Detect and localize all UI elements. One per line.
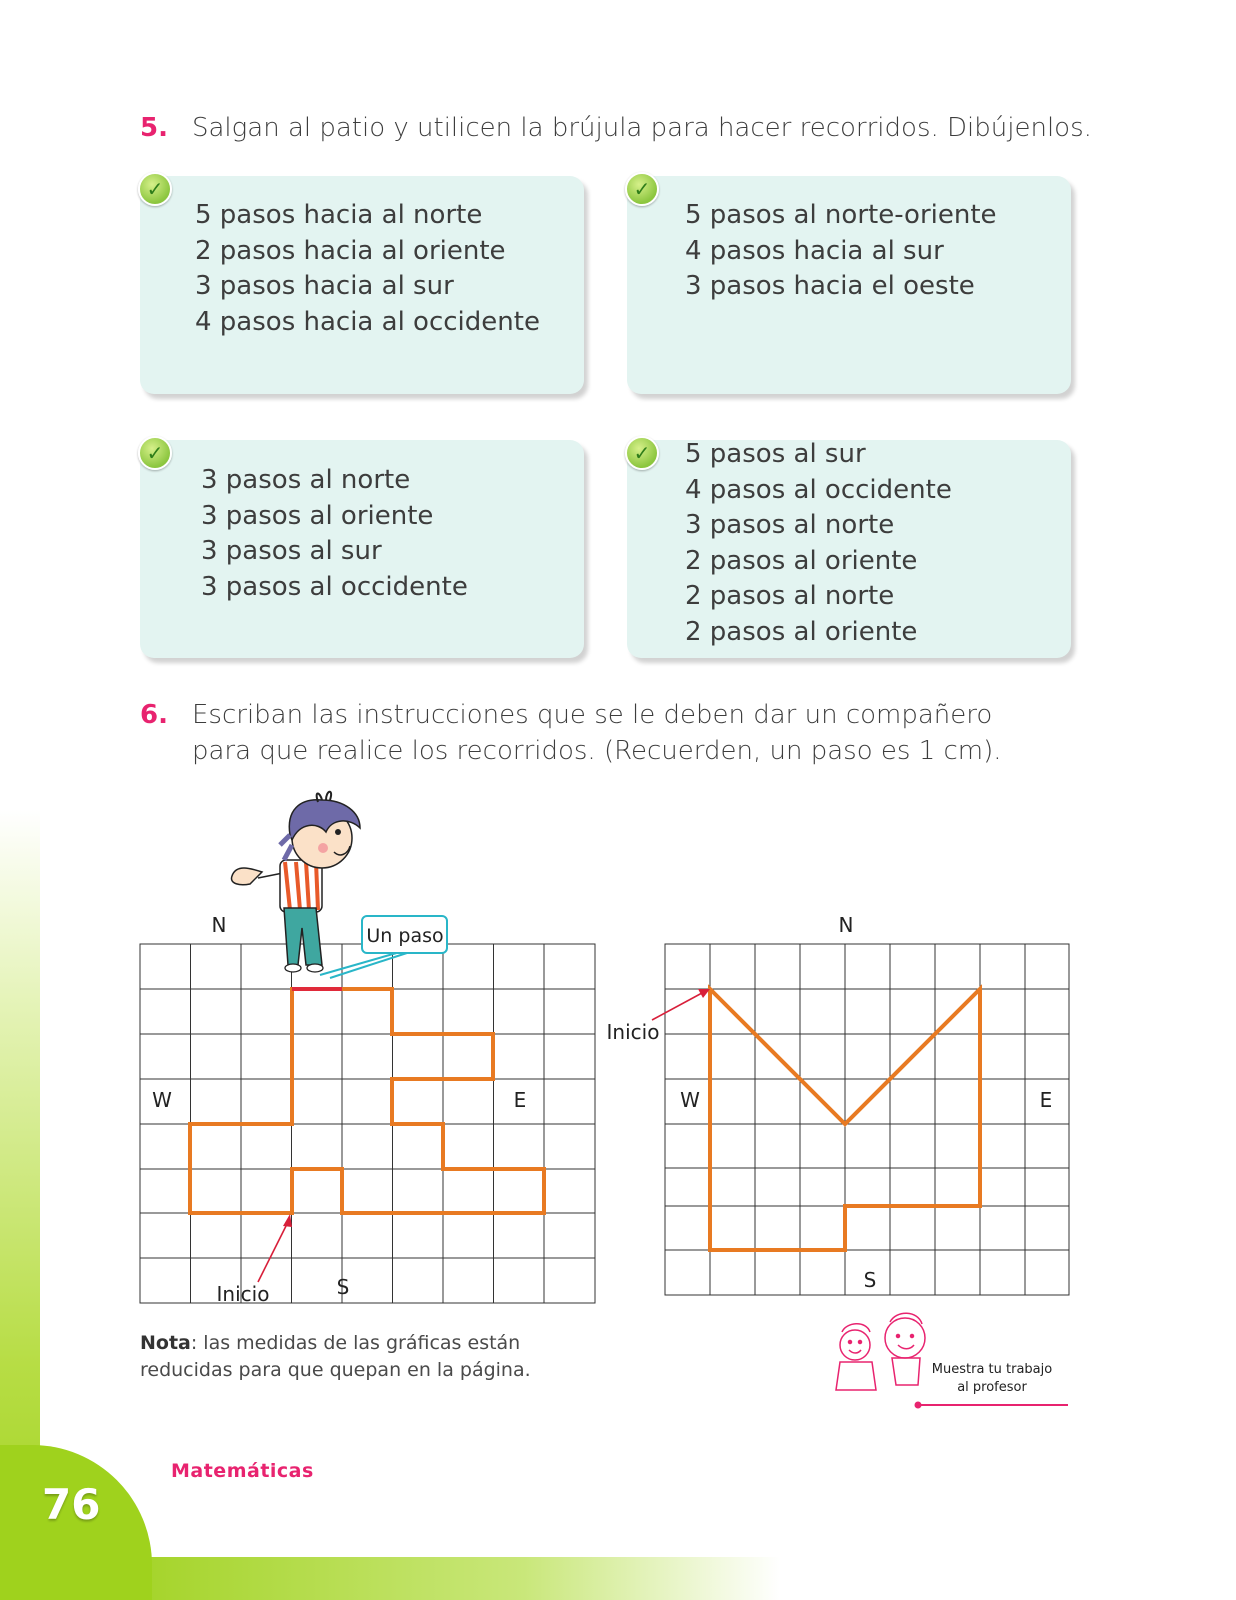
step-label: Un paso [366, 925, 444, 947]
instruction-line: 5 pasos al sur [685, 439, 866, 469]
instruction-line: 4 pasos hacia al sur [685, 235, 944, 266]
left-east-label: E [513, 1088, 527, 1112]
left-west-label: W [152, 1088, 172, 1112]
instruction-line: 4 pasos hacia al occidente [195, 306, 540, 337]
left-start-arrow [258, 1214, 292, 1282]
right-start-label: Inicio [606, 1020, 660, 1044]
right-start-arrow [652, 989, 710, 1020]
instruction-line: 3 pasos al sur [201, 536, 382, 567]
instruction-line: 2 pasos al oriente [685, 545, 918, 576]
instruction-line: 3 pasos hacia al sur [195, 271, 454, 302]
instruction-line: 3 pasos al norte [201, 465, 411, 495]
question-6-number: 6. [140, 700, 168, 730]
step-callout [320, 916, 447, 978]
checkmark-icon: ✓ [138, 436, 172, 470]
instruction-line: 2 pasos al norte [685, 581, 895, 612]
subject-label: Matemáticas [171, 1460, 314, 1482]
left-start-label: Inicio [216, 1282, 270, 1306]
instruction-line: 5 pasos hacia al norte [195, 200, 483, 230]
instruction-line: 3 pasos al occidente [201, 571, 468, 602]
instruction-line: 3 pasos hacia el oeste [685, 271, 975, 302]
left-north-label: N [211, 913, 227, 937]
show-teacher-line-1: Muestra tu trabajo [931, 1362, 1053, 1377]
instruction-line: 4 pasos al occidente [685, 474, 952, 505]
instruction-line: 2 pasos hacia al oriente [195, 235, 506, 266]
page-number: 76 [42, 1480, 101, 1529]
right-north-label: N [838, 913, 854, 937]
note-text: : las medidas de las gráficas están reducidas para que quepan en la página. [140, 1332, 531, 1381]
right-grid [665, 944, 1069, 1295]
instruction-line: 3 pasos al norte [685, 510, 895, 541]
show-teacher-badge [836, 1313, 1068, 1408]
girl-cartoon-illustration [231, 792, 360, 972]
right-south-label: S [863, 1268, 877, 1292]
right-west-label: W [680, 1088, 700, 1112]
right-east-label: E [1039, 1088, 1053, 1112]
note [140, 1330, 610, 1384]
checkmark-icon: ✓ [625, 172, 659, 206]
checkmark-icon: ✓ [625, 436, 659, 470]
left-route-path [190, 989, 544, 1213]
left-south-label: S [336, 1275, 350, 1299]
show-teacher-line-2: al profesor [957, 1380, 1027, 1395]
instruction-line: 2 pasos al oriente [685, 616, 918, 647]
instruction-line: 5 pasos al norte-oriente [685, 200, 997, 230]
question-5-number: 5. [140, 113, 168, 143]
instruction-line: 3 pasos al oriente [201, 500, 434, 531]
note-label: Nota [140, 1332, 191, 1354]
question-6-text: Escriban las instrucciones que se le deben dar un compañero para que realice los recorridos. (Recuerden, un paso es 1 cm). [192, 700, 1002, 766]
checkmark-icon: ✓ [138, 172, 172, 206]
question-5-text: Salgan al patio y utilicen la brújula para hacer recorridos. Dibújenlos. [192, 113, 1092, 143]
kids-drawing-icon [836, 1313, 925, 1390]
